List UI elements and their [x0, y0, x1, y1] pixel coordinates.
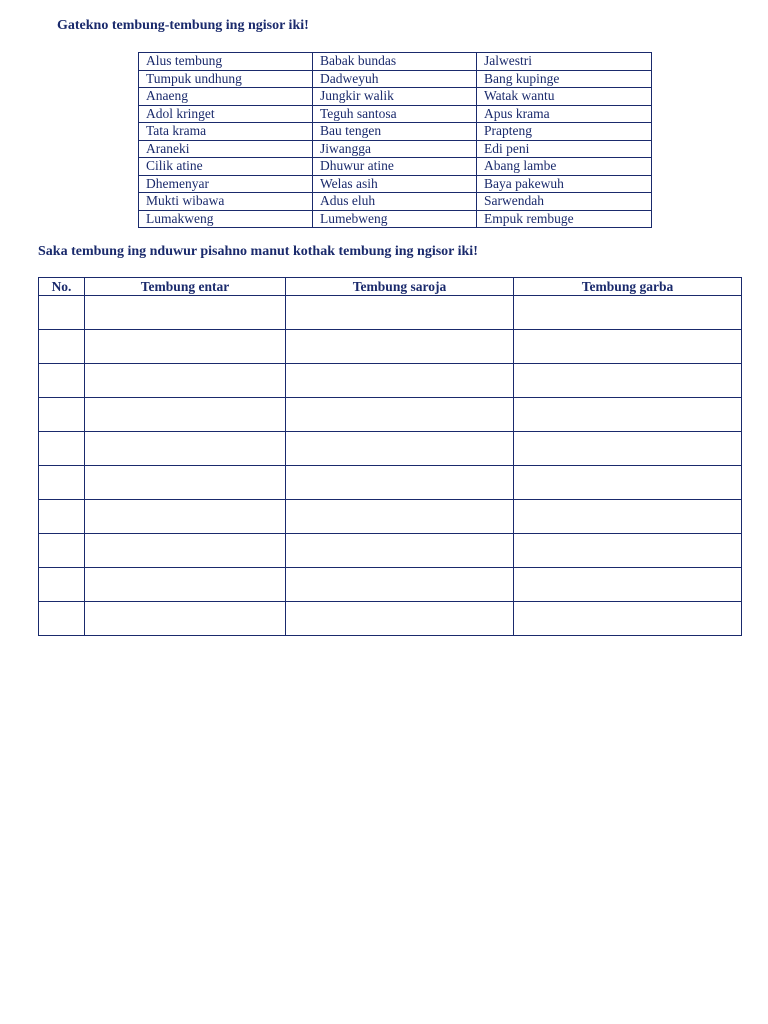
word-cell: Anaeng — [139, 88, 313, 106]
answer-cell[interactable] — [85, 534, 286, 568]
word-cell: Watak wantu — [477, 88, 652, 106]
word-cell: Teguh santosa — [313, 105, 477, 123]
word-cell: Babak bundas — [313, 53, 477, 71]
word-row — [139, 123, 652, 141]
header-tembung-saroja: Tembung saroja — [286, 278, 514, 296]
word-cell: Abang lambe — [477, 158, 652, 176]
answer-row — [39, 398, 742, 432]
answer-cell[interactable] — [85, 500, 286, 534]
instruction-heading-2: Saka tembung ing nduwur pisahno manut kothak tembung ing ngisor iki! — [38, 244, 478, 259]
word-cell: Dhuwur atine — [313, 158, 477, 176]
word-cell: Edi peni — [477, 140, 652, 158]
answer-row — [39, 432, 742, 466]
answer-cell[interactable] — [85, 296, 286, 330]
answer-cell[interactable] — [286, 364, 514, 398]
answer-cell[interactable] — [39, 500, 85, 534]
answer-cell[interactable] — [286, 466, 514, 500]
word-cell: Sarwendah — [477, 193, 652, 211]
answer-cell[interactable] — [286, 568, 514, 602]
word-cell: Tata krama — [139, 123, 313, 141]
answer-cell[interactable] — [514, 534, 742, 568]
answer-cell[interactable] — [514, 602, 742, 636]
answer-cell[interactable] — [39, 296, 85, 330]
answer-cell[interactable] — [514, 500, 742, 534]
word-cell: Dadweyuh — [313, 70, 477, 88]
answer-table — [38, 277, 742, 636]
word-cell: Empuk rembuge — [477, 210, 652, 228]
answer-cell[interactable] — [286, 534, 514, 568]
word-cell: Apus krama — [477, 105, 652, 123]
answer-cell[interactable] — [85, 432, 286, 466]
answer-cell[interactable] — [39, 330, 85, 364]
answer-row — [39, 568, 742, 602]
answer-cell[interactable] — [514, 364, 742, 398]
answer-cell[interactable] — [514, 398, 742, 432]
answer-row — [39, 602, 742, 636]
answer-cell[interactable] — [286, 602, 514, 636]
instruction-heading-1: Gatekno tembung-tembung ing ngisor iki! — [57, 18, 309, 33]
word-row — [139, 70, 652, 88]
word-cell: Adus eluh — [313, 193, 477, 211]
answer-cell[interactable] — [514, 330, 742, 364]
answer-cell[interactable] — [85, 568, 286, 602]
word-cell: Tumpuk undhung — [139, 70, 313, 88]
answer-cell[interactable] — [39, 466, 85, 500]
word-row — [139, 105, 652, 123]
word-cell: Jungkir walik — [313, 88, 477, 106]
answer-row — [39, 500, 742, 534]
word-row — [139, 193, 652, 211]
answer-cell[interactable] — [286, 398, 514, 432]
answer-cell[interactable] — [85, 364, 286, 398]
header-no: No. — [39, 278, 85, 296]
word-cell: Lumebweng — [313, 210, 477, 228]
answer-row — [39, 364, 742, 398]
answer-cell[interactable] — [514, 432, 742, 466]
word-cell: Mukti wibawa — [139, 193, 313, 211]
word-cell: Bang kupinge — [477, 70, 652, 88]
answer-cell[interactable] — [85, 398, 286, 432]
answer-cell[interactable] — [39, 568, 85, 602]
answer-cell[interactable] — [286, 330, 514, 364]
word-list-table — [138, 52, 652, 228]
word-cell: Cilik atine — [139, 158, 313, 176]
word-cell: Araneki — [139, 140, 313, 158]
answer-row — [39, 330, 742, 364]
word-row — [139, 53, 652, 71]
answer-cell[interactable] — [514, 296, 742, 330]
word-cell: Jalwestri — [477, 53, 652, 71]
word-cell: Welas asih — [313, 175, 477, 193]
word-row — [139, 175, 652, 193]
word-cell: Bau tengen — [313, 123, 477, 141]
word-row — [139, 140, 652, 158]
word-row — [139, 210, 652, 228]
word-cell: Baya pakewuh — [477, 175, 652, 193]
header-tembung-entar: Tembung entar — [85, 278, 286, 296]
answer-cell[interactable] — [39, 534, 85, 568]
word-cell: Alus tembung — [139, 53, 313, 71]
word-row — [139, 158, 652, 176]
answer-row — [39, 296, 742, 330]
answer-cell[interactable] — [286, 296, 514, 330]
answer-cell[interactable] — [39, 602, 85, 636]
answer-cell[interactable] — [39, 364, 85, 398]
answer-cell[interactable] — [85, 466, 286, 500]
answer-cell[interactable] — [286, 432, 514, 466]
word-cell: Adol kringet — [139, 105, 313, 123]
answer-cell[interactable] — [514, 466, 742, 500]
answer-cell[interactable] — [39, 398, 85, 432]
word-cell: Jiwangga — [313, 140, 477, 158]
answer-table-header-row — [39, 278, 742, 296]
answer-cell[interactable] — [514, 568, 742, 602]
answer-row — [39, 534, 742, 568]
header-tembung-garba: Tembung garba — [514, 278, 742, 296]
answer-cell[interactable] — [39, 432, 85, 466]
word-row — [139, 88, 652, 106]
word-cell: Dhemenyar — [139, 175, 313, 193]
word-cell: Prapteng — [477, 123, 652, 141]
word-cell: Lumakweng — [139, 210, 313, 228]
answer-cell[interactable] — [85, 602, 286, 636]
answer-cell[interactable] — [85, 330, 286, 364]
answer-row — [39, 466, 742, 500]
answer-cell[interactable] — [286, 500, 514, 534]
